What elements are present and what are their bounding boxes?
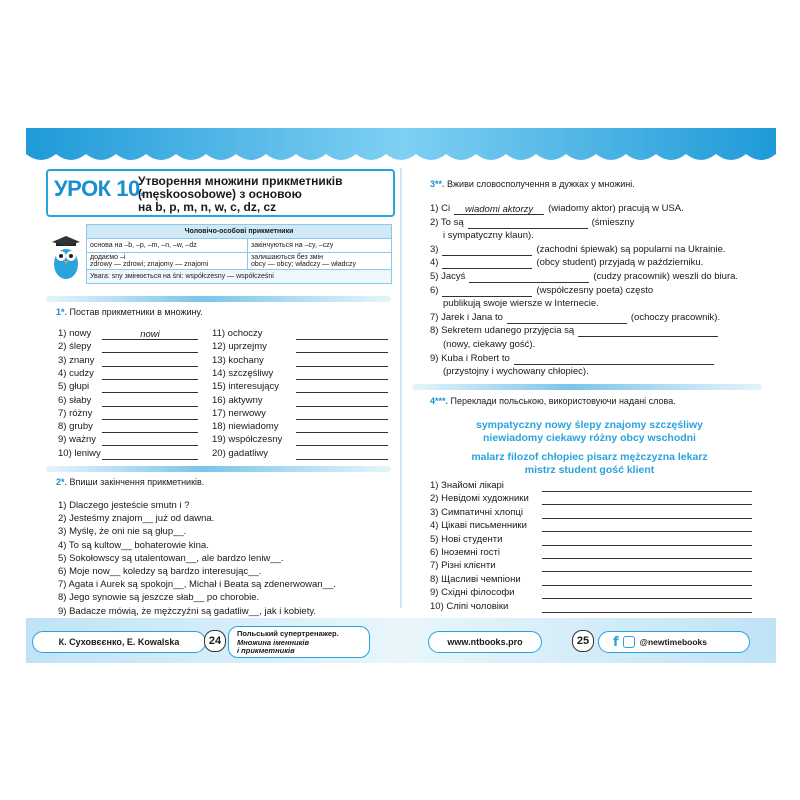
rule-col1-line2: zdrowy — zdrowi; znajomy — znajomi <box>90 261 209 268</box>
ex4-item <box>430 507 752 519</box>
ex4-word-bank-row-3: malarz filozof chłopiec pisarz mężczyzna lekarz <box>471 451 708 463</box>
ex2-sentence: 2) Jesteśmy znajom__ już od dawna. <box>58 513 215 525</box>
ex1-item <box>58 408 198 420</box>
lesson-number: УРОК 10. <box>54 176 146 201</box>
ex1-answer-field[interactable] <box>102 369 198 380</box>
ex3-answer-field[interactable] <box>442 286 532 297</box>
ex1-answer-field[interactable] <box>102 435 198 446</box>
ex1-item <box>58 341 198 353</box>
ex4-item <box>430 520 752 532</box>
ex1-item <box>212 408 388 420</box>
ex4-answer-field[interactable] <box>542 561 752 572</box>
ex1-answer-field[interactable] <box>296 342 388 353</box>
ex1-item <box>212 434 388 446</box>
ex2-sentence: 9) Badacze mówią, że mężczyźni są gadatliw__, jak i kobiety. <box>58 605 317 617</box>
ex4-answer-field[interactable] <box>542 494 752 505</box>
ex3-answer-field[interactable] <box>514 354 714 365</box>
ex4-answer-field[interactable] <box>542 508 752 519</box>
ex1-answer-field[interactable] <box>296 382 388 393</box>
ex1-item-label: 12) uprzejmy <box>212 341 267 353</box>
ex1-number: 1*. <box>56 307 68 317</box>
ex1-item-label: 6) słaby <box>58 394 92 406</box>
ex4-item <box>430 547 752 559</box>
ex3-answer-field[interactable] <box>469 272 589 283</box>
ex3-sentence <box>430 217 634 229</box>
ex1-item <box>58 355 198 367</box>
ex3-answer-field[interactable] <box>507 313 627 324</box>
ex4-answer-field[interactable] <box>542 575 752 586</box>
ex3-sentence <box>443 366 589 378</box>
ex4-item-label: 2) Невідомі художники <box>430 493 529 505</box>
ex1-answer-field[interactable] <box>296 329 388 340</box>
rule-note: Увага: sny змінюється на śni: współczesny — współcześni <box>87 270 392 284</box>
website: www.ntbooks.pro <box>447 637 523 647</box>
ex1-heading <box>56 307 203 317</box>
ex4-answer-field[interactable] <box>542 602 752 613</box>
ex3-text: 8) Sekretem udanego przyjęcia są <box>430 325 575 337</box>
ex1-item <box>58 421 198 433</box>
ex1-item <box>212 355 388 367</box>
ex1-answer-field[interactable] <box>296 422 388 433</box>
rule-col1-line1: додаємо –i <box>90 254 126 261</box>
ex1-answer-field[interactable] <box>296 369 388 380</box>
ex4-word-bank-row-1: sympatyczny nowy ślepy znajomy szczęśliwy <box>475 419 703 431</box>
ex4-item-label: 1) Знайомі лікарі <box>430 480 504 491</box>
ex3-number: 3**. <box>430 179 445 189</box>
ex3-hint: (zachodni śpiewak) są popularni na Ukrainie. <box>536 243 726 255</box>
ex4-item <box>430 601 752 613</box>
ex3-text: i sympatyczny klaun). <box>443 230 534 242</box>
workbook-spread <box>26 128 776 673</box>
ex1-answer-field[interactable] <box>102 409 198 420</box>
ex1-item <box>58 395 198 407</box>
ex1-item <box>58 381 198 393</box>
ex3-sentence <box>430 285 653 297</box>
ex2-sentence: 7) Agata i Aurek są spokojn__, Michał i Beata są zdenerwowan__. <box>58 579 336 591</box>
ex4-answer-field[interactable] <box>542 588 752 599</box>
ex4-item <box>430 534 752 546</box>
ex4-number: 4***. <box>430 396 449 406</box>
ex4-item <box>430 587 752 599</box>
ex1-item-label: 1) nowy <box>58 328 92 339</box>
ex4-item-label: 8) Щасливі чемпіони <box>430 573 521 585</box>
ex1-item-label: 3) znany <box>58 354 95 366</box>
ex1-item-label: 11) ochoczy <box>212 328 263 339</box>
ex1-item-label: 2) ślepy <box>58 341 92 353</box>
page-divider <box>400 168 402 608</box>
ex1-answer-field[interactable] <box>102 356 198 367</box>
ex1-item <box>212 395 388 407</box>
ex1-item <box>212 368 388 380</box>
ex2-heading <box>56 477 204 487</box>
ex4-answer-field[interactable] <box>542 548 752 559</box>
ex4-item-label: 6) Іноземні гості <box>430 547 500 558</box>
ex4-word-bank-row-2: niewiadomy ciekawy różny obcy wschodni <box>483 432 696 444</box>
ex3-text: (nowy, ciekawy gość). <box>443 339 536 350</box>
ex3-hint: (współczesny poeta) często <box>536 284 654 296</box>
ex3-sentence <box>443 230 534 242</box>
ex4-instruction: Переклади польською, використовуючи надані слова. <box>450 396 676 406</box>
ex1-item <box>58 448 198 460</box>
ex4-item-label: 10) Сліпі чоловіки <box>430 600 509 612</box>
ex3-sentence <box>430 325 722 337</box>
ex1-answer-field[interactable] <box>296 449 388 460</box>
lesson-title-line-2: (męskoosobowe) з основою <box>138 187 302 201</box>
ex1-item <box>212 381 388 393</box>
ex3-answer-field[interactable] <box>442 245 532 256</box>
rule-col1-body <box>87 253 248 270</box>
social-pill[interactable] <box>598 631 750 653</box>
ex1-item <box>58 368 198 380</box>
lesson-title-line-3: на b, p, m, n, w, c, dz, cz <box>138 200 277 214</box>
ex1-item-label: 13) kochany <box>212 354 264 366</box>
ex1-item <box>58 328 198 340</box>
ex3-sentence <box>430 271 738 283</box>
ex3-text: 6) <box>430 284 439 296</box>
rule-col2-line1: залишаються без змін <box>250 254 324 261</box>
ex3-text: 4) <box>430 257 439 269</box>
book-title-line-1: Польський супертренажер. <box>237 629 339 638</box>
ex3-heading <box>430 179 635 189</box>
ex1-answer-field[interactable] <box>296 435 388 446</box>
ex1-item-label: 9) ważny <box>58 434 97 446</box>
ex3-instruction: Вживи словосполучення в дужках у множині. <box>447 179 635 189</box>
authors-pill <box>32 631 206 653</box>
ex4-item <box>430 574 752 586</box>
book-title-line-2: Множина іменників <box>237 637 310 647</box>
book-title-pill <box>228 626 370 658</box>
ex2-number: 2*. <box>56 477 68 487</box>
separator <box>46 296 391 302</box>
ex1-instruction: Постав прикметники в множину. <box>69 307 203 317</box>
ex3-sentence <box>443 339 535 351</box>
ex4-item-label: 7) Різні клієнти <box>430 560 496 572</box>
ex3-sentence <box>430 244 726 256</box>
ex3-sentence <box>443 298 599 310</box>
ex4-item-label: 4) Цікаві письменники <box>430 520 527 532</box>
social-handle: @newtimebooks <box>639 637 707 647</box>
ex3-hint: (cudzy pracownik) weszli do biura. <box>593 271 739 282</box>
ex3-sentence <box>430 353 718 365</box>
ex2-sentence: 6) Moje now__ koledzy są bardzo interesując__. <box>58 566 262 577</box>
ex1-answer-field[interactable] <box>102 422 198 433</box>
ex3-answer-field[interactable] <box>578 326 718 337</box>
ex1-item-label: 16) aktywny <box>212 394 263 406</box>
ex1-item-label: 4) cudzy <box>58 367 94 379</box>
ex2-sentence: 3) Myślę, że oni nie są głup__. <box>58 526 187 538</box>
page-number-right: 25 <box>572 630 594 652</box>
ex3-hint: (śmieszny <box>591 216 635 228</box>
ex4-heading <box>430 396 676 406</box>
ex3-answer-field[interactable]: wiadomi aktorzy <box>454 204 544 215</box>
rule-col2-head: закінчуються на –cy, –czy <box>247 239 391 253</box>
ex1-item-label: 8) gruby <box>58 421 93 433</box>
ex1-answer-field[interactable] <box>296 409 388 420</box>
ex1-item-label: 19) współczesny <box>212 434 283 446</box>
ex3-text: 7) Jarek i Jana to <box>430 311 503 323</box>
ex3-answer-field[interactable] <box>468 218 588 229</box>
ex3-answer-field[interactable] <box>442 258 532 269</box>
ex1-item-label: 10) leniwy <box>58 447 101 459</box>
ex1-answer-field[interactable] <box>102 449 198 460</box>
ex1-item <box>212 328 388 340</box>
separator <box>46 466 391 472</box>
ex1-item-label: 20) gadatliwy <box>212 447 268 459</box>
ex1-item-label: 7) różny <box>58 407 93 419</box>
ex3-text: 2) To są <box>430 216 464 228</box>
ex4-item-label: 3) Симпатичні хлопці <box>430 506 523 518</box>
book-title-line-3: і прикметників <box>237 646 295 655</box>
ex2-sentence: 1) Dlaczego jesteście smutn i ? <box>58 500 190 511</box>
ex4-item-label: 9) Східні філософи <box>430 587 515 599</box>
ex1-item-label: 5) głupi <box>58 381 90 393</box>
lesson-title-line-1: Утворення множини прикметників <box>138 174 343 188</box>
ex3-text: 1) Ci <box>430 203 451 214</box>
ex1-answer-field[interactable]: nowi <box>102 329 198 340</box>
ex1-item <box>212 421 388 433</box>
ex1-item-label: 18) niewiadomy <box>212 421 279 433</box>
rule-col2-line2: obcy — obcy; władczy — władczy <box>250 261 357 268</box>
ex1-answer-field[interactable] <box>102 396 198 407</box>
ex1-item-label: 15) interesujący <box>212 381 280 393</box>
ex4-answer-field[interactable] <box>542 521 752 532</box>
top-wave-band <box>26 128 776 166</box>
ex3-hint: (obcy student) przyjadą w październiku. <box>536 257 704 269</box>
ex2-sentence: 4) To są kultow__ bohaterowie kina. <box>58 539 209 551</box>
ex2-sentence: 8) Jego synowie są jeszcze słab__ po chorobie. <box>58 592 260 604</box>
authors: К. Суховєєнко, E. Kowalska <box>58 637 180 647</box>
rule-table-header: Чоловічо-особові прикметники <box>87 225 392 239</box>
ex3-sentence <box>430 203 684 215</box>
instagram-icon[interactable] <box>623 636 635 648</box>
ex3-text: 3) <box>430 243 439 255</box>
rule-table <box>86 224 392 284</box>
ex3-hint: (ochoczy pracownik). <box>630 311 721 323</box>
ex1-item <box>212 448 388 460</box>
ex1-item <box>58 434 198 446</box>
ex2-sentence: 5) Sokołowscy są utalentowan__, ale bardzo leniw__. <box>58 552 284 564</box>
ex1-answer-field[interactable] <box>102 382 198 393</box>
ex4-word-bank-row-4: mistrz student gość klient <box>524 464 655 476</box>
ex3-hint: (wiadomy aktor) pracują w USA. <box>548 203 684 214</box>
ex3-sentence <box>430 312 720 324</box>
ex3-text: 5) Jacyś <box>430 271 466 282</box>
ex1-item-label: 17) nerwowy <box>212 407 266 419</box>
ex3-text: 9) Kuba i Robert to <box>430 352 510 364</box>
ex2-instruction: Впиши закінчення прикметників. <box>69 477 205 487</box>
ex1-answer-field[interactable] <box>296 356 388 367</box>
ex1-item-label: 14) szczęśliwy <box>212 367 274 379</box>
rule-col1-head: основа на –b, –p, –m, –n, –w, –dz <box>87 239 248 253</box>
facebook-icon[interactable]: f <box>613 634 619 650</box>
ex4-item <box>430 493 752 505</box>
ex1-item <box>212 341 388 353</box>
ex3-text: publikują swoje wiersze w Internecie. <box>443 298 599 310</box>
ex4-answer-field[interactable] <box>542 481 752 492</box>
owl-mascot-icon <box>48 234 84 282</box>
ex3-text: (przystojny i wychowany chłopiec). <box>443 366 589 378</box>
ex1-answer-field[interactable] <box>296 396 388 407</box>
separator <box>412 384 762 390</box>
ex4-item <box>430 480 752 492</box>
rule-col2-body <box>247 253 391 270</box>
ex1-answer-field[interactable] <box>102 342 198 353</box>
ex3-sentence <box>430 257 703 269</box>
website-link[interactable] <box>428 631 542 653</box>
ex4-answer-field[interactable] <box>542 535 752 546</box>
page-number-left: 24 <box>204 630 226 652</box>
ex4-item-label: 5) Нові студенти <box>430 533 503 545</box>
ex4-item <box>430 560 752 572</box>
